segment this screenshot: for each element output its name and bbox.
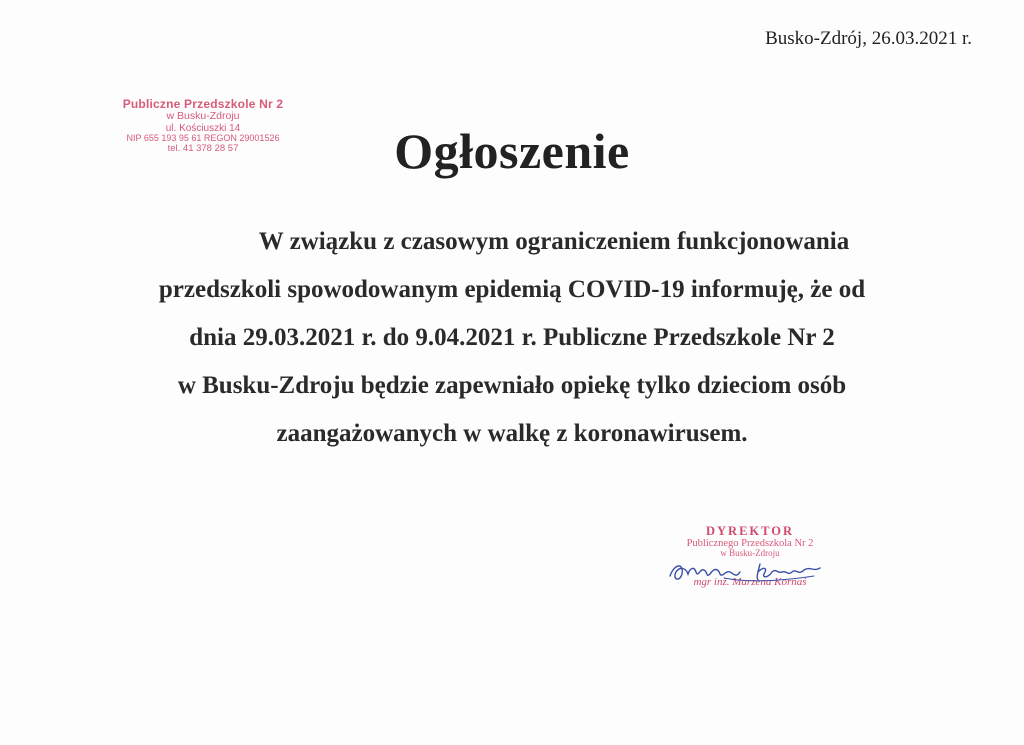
body-line: dnia 29.03.2021 r. do 9.04.2021 r. Publiczne Przedszkole Nr 2 bbox=[189, 324, 835, 351]
announcement-body bbox=[0, 218, 1024, 458]
body-line: zaangażowanych w walkę z koronawirusem. bbox=[276, 420, 748, 447]
director-stamp-name: mgr inż. Marzena Kornaś bbox=[693, 575, 807, 588]
body-line: W związku z czasowym ograniczeniem funkcjonowania bbox=[258, 228, 850, 255]
school-stamp-city: w Busku-Zdroju bbox=[166, 110, 240, 123]
director-signature bbox=[664, 556, 834, 586]
body-line: przedszkoli spowodowanym epidemią COVID-19 informuję, że od bbox=[158, 276, 866, 303]
date-line: Busko-Zdrój, 26.03.2021 r. bbox=[765, 28, 972, 49]
director-stamp-title: DYREKTOR bbox=[705, 524, 794, 538]
school-stamp-address: ul. Kościuszki 14 bbox=[165, 122, 241, 134]
director-stamp-city: w Busku-Zdroju bbox=[720, 548, 780, 559]
director-stamp-school: Publicznego Przedszkola Nr 2 bbox=[686, 538, 814, 550]
school-stamp-name: Publiczne Przedszkole Nr 2 bbox=[122, 97, 284, 111]
document-title: Ogłoszenie bbox=[394, 123, 630, 179]
school-stamp-ids: NIP 655 193 95 61 REGON 29001526 bbox=[126, 132, 280, 143]
school-stamp-phone: tel. 41 378 28 57 bbox=[167, 142, 239, 154]
body-line: w Busku-Zdroju będzie zapewniało opiekę tylko dzieciom osób bbox=[177, 372, 847, 399]
